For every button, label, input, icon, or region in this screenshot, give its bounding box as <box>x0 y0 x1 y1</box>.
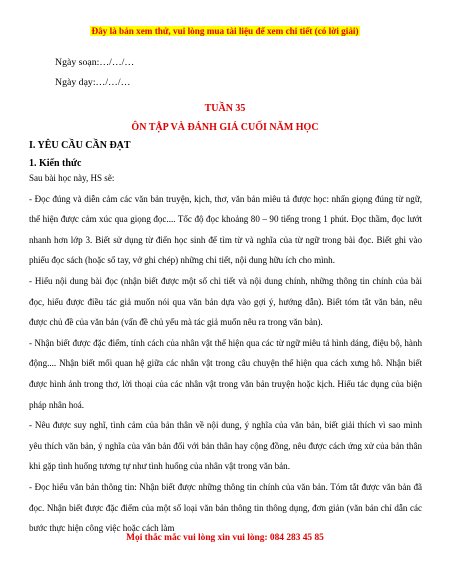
lesson-title: ÔN TẬP VÀ ĐÁNH GIÁ CUỐI NĂM HỌC <box>131 122 319 133</box>
bullet-paragraph: - Đọc đúng và diễn cảm các văn bản truyện, kịch, thơ, văn bản miêu tả được học: nhấn giọng đúng từ ngữ, thể hiện được cảm xúc qua giọng đọc.... Tốc độ đọc khoảng 80 – 90 tiếng trong 1 phút. Đọc thầm, đọc lướt nhanh hơn lớp 3. Biết sử dụng từ điển học sinh để tìm từ và nghĩa của từ ngữ trong bài đọc. Biết ghi vào phiếu đọc sách (hoặc sổ tay, vở ghi chép) những chi tiết, nội dung hữu ích cho mình. <box>29 193 422 266</box>
prep-date: Ngày soạn:…/…/… <box>55 57 135 68</box>
body-content <box>29 168 422 539</box>
section-heading: I. YÊU CẦU CẦN ĐẠT <box>29 140 131 151</box>
intro-paragraph: Sau bài học này, HS sẽ: <box>29 173 115 183</box>
bullet-paragraph: - Nhận biết được đặc điểm, tính cách của nhân vật thể hiện qua các từ ngữ miêu tả hình dáng, điệu bộ, hành động.... Nhận biết mối quan hệ giữa các nhân vật trong câu chuyện thể hiện qua cách xưng hô. Nhận biết được hình ảnh trong thơ, lời thoại của các nhân vật trong văn bản truyện hoặc kịch. Hiểu tác dụng của biện pháp nhân hoá. <box>29 337 422 410</box>
week-title: TUẦN 35 <box>204 103 246 114</box>
bullet-paragraph: - Nêu được suy nghĩ, tình cảm của bản thân về nội dung, ý nghĩa của văn bản, biết giải thích vì sao mình yêu thích văn bản, ý nghĩa của văn bản đối với bản thân hay cộng đồng, nêu được cách ứng xử của bản thân khi gặp tình huống tương tự như tình huống của nhân vật trong văn bản. <box>29 420 422 472</box>
bullet-paragraph: - Hiểu nội dung bài đọc (nhận biết được một số chi tiết và nội dung chính, những thông tin chính của bài đọc, hiểu được điều tác giả muốn nói qua văn bản dựa vào gợi ý, hướng dẫn). Biết tóm tắt văn bản, nêu được chủ đề của văn bản (vấn đề chủ yếu mà tác giả muốn nêu ra trong văn bản). <box>29 275 422 328</box>
preview-banner-text: Đây là bản xem thử, vui lòng mua tài liệu để xem chi tiết (có lời giải) <box>91 26 359 36</box>
preview-banner <box>0 26 450 36</box>
subsection-heading: 1. Kiến thức <box>29 158 82 169</box>
teach-date: Ngày dạy:…/…/… <box>55 77 131 88</box>
bullet-paragraph: - Đọc hiểu văn bản thông tin: Nhận biết được những thông tin chính của văn bản. Tóm tắt được văn bản đã đọc. Nhận biết được đặc điểm của một số loại văn bản thông tin thông dụng, đơn giản (văn bản chỉ dẫn các bước thực hiện công việc hoặc cách làm <box>29 481 422 534</box>
contact-footer: Mọi thắc mắc vui lòng xin vui lòng: 084 283 45 85 <box>126 533 324 543</box>
